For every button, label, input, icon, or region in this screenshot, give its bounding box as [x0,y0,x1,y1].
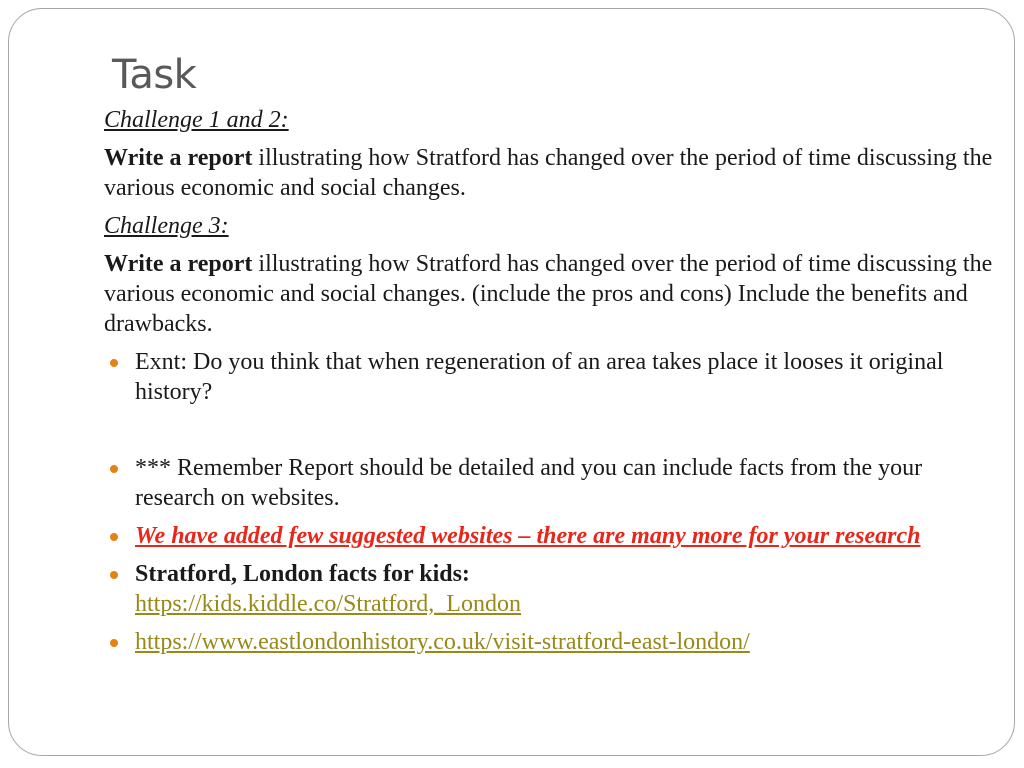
bullet-kiddle-link [104,559,994,619]
challenge-1-2-heading [104,105,994,135]
bullet-eastlondon-link [104,627,994,657]
challenge-3-heading-text: Challenge 3: [104,213,229,239]
challenge-3-heading [104,211,994,241]
challenge-1-2-paragraph [104,143,994,203]
bullet-extension-question [104,347,994,407]
eastlondonhistory-url-link[interactable]: https://www.eastlondonhistory.co.uk/visit-stratford-east-london/ [135,629,750,655]
challenge-1-2-heading-text: Challenge 1 and 2: [104,107,289,133]
bullet-dot-icon [110,359,118,367]
empty-line [104,415,994,453]
paragraph-2-text: illustrating how Stratford has changed over the period of time discussing the various economic and social changes. (include the pros and cons) Include the benefits and drawbacks. [104,251,993,337]
suggested-websites-note: We have added few suggested websites – there are many more for your research [135,523,921,549]
bullet-dot-icon [110,465,118,473]
bullet-remember-note [104,453,994,513]
bullet-dot-icon [110,533,118,541]
bullet-text: *** Remember Report should be detailed and you can include facts from the your research on websites. [135,455,923,511]
bullet-suggested-websites [104,521,994,551]
challenge-3-paragraph [104,249,994,339]
bullet-text: Exnt: Do you think that when regeneration of an area takes place it looses it original history? [135,349,944,405]
kiddle-label: Stratford, London facts for kids: [135,561,470,587]
slide-title: Task [112,52,197,98]
write-report-bold-1: Write a report [104,145,253,171]
slide-frame [8,8,1015,756]
kiddle-url-link[interactable]: https://kids.kiddle.co/Stratford,_London [135,591,521,617]
slide-body [104,105,994,665]
paragraph-1-text: illustrating how Stratford has changed over the period of time discussing the various economic and social changes. [104,145,993,201]
write-report-bold-2: Write a report [104,251,253,277]
bullet-dot-icon [110,571,118,579]
bullet-dot-icon [110,639,118,647]
